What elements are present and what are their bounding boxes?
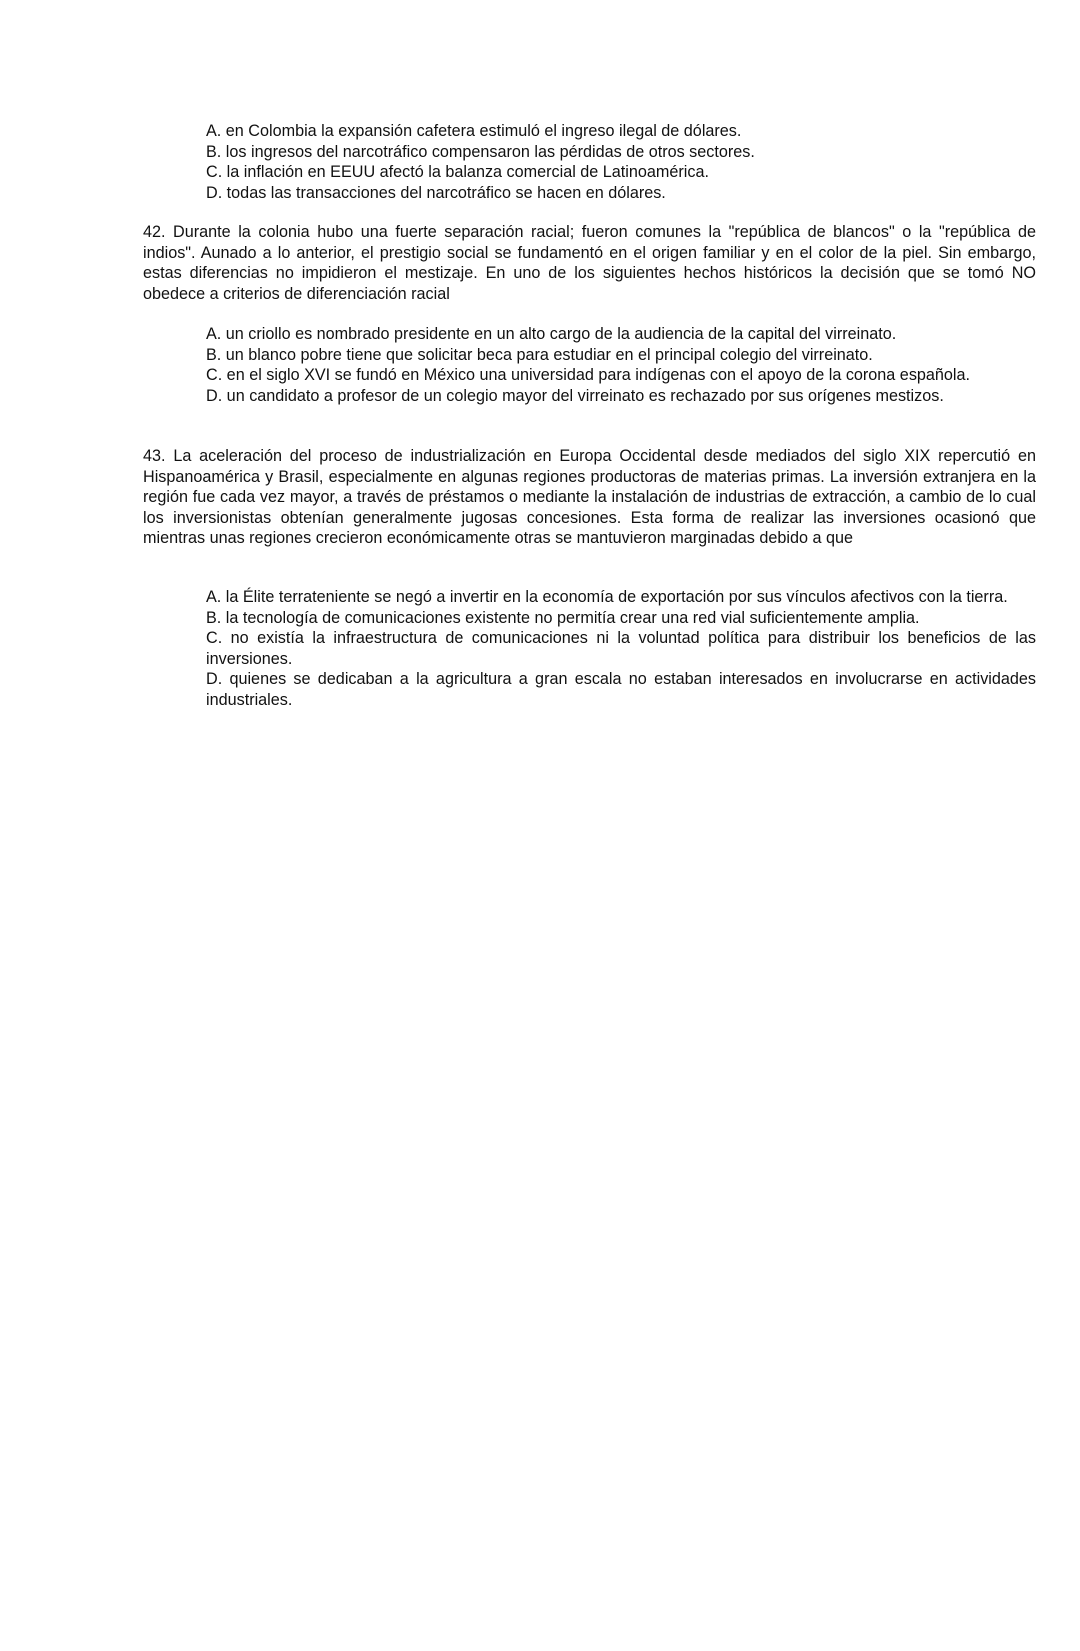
q41-option-a: A. en Colombia la expansión cafetera estimuló el ingreso ilegal de dólares.	[206, 122, 742, 140]
q41-options	[206, 121, 1036, 203]
q43-options	[206, 587, 1036, 711]
q42-options	[206, 324, 1036, 406]
q42-option-d: D. un candidato a profesor de un colegio mayor del virreinato es rechazado por sus orígenes mestizos.	[206, 386, 944, 405]
q42-option-c: C. en el siglo XVI se fundó en México una universidad para indígenas con el apoyo de la corona española.	[206, 366, 971, 385]
q42-option-b: B. un blanco pobre tiene que solicitar beca para estudiar en el principal colegio del virreinato.	[206, 345, 873, 364]
q43-option-c: C. no existía la infraestructura de comunicaciones ni la voluntad política para distribuir los beneficios de las inversiones.	[206, 629, 1036, 668]
q42-stem-text: 42. Durante la colonia hubo una fuerte separación racial; fueron comunes la "república de blancos" o la "república de indios". Aunado a lo anterior, el prestigio social se fundamentó en el origen familiar y en el color de la piel. Sin embargo, estas diferencias no impidieron el mestizaje. En uno de los siguientes hechos históricos la decisión que se tomó NO obedece a criterios de diferenciación racial	[143, 223, 1036, 303]
q41-option-b: B. los ingresos del narcotráfico compensaron las pérdidas de otros sectores.	[206, 142, 755, 161]
q43-option-b: B. la tecnología de comunicaciones existente no permitía crear una red vial suficientemente amplia.	[206, 608, 920, 627]
q43-stem	[143, 446, 1036, 549]
q42-stem	[143, 222, 1036, 304]
q43-stem-text: 43. La aceleración del proceso de industrialización en Europa Occidental desde mediados del siglo XIX repercutió en Hispanoamérica y Brasil, especialmente en algunas regiones productoras de materias primas. La inversión extranjera en la región fue cada vez mayor, a través de préstamos o mediante la instalación de industrias de extracción, a cambio de lo cual los inversionistas obtenían generalmente jugosas concesiones. Esta forma de realizar las inversiones ocasionó que mientras unas regiones crecieron económicamente otras se mantuvieron marginadas debido a que	[143, 447, 1036, 548]
q43-option-d: D. quienes se dedicaban a la agricultura a gran escala no estaban interesados en involucrarse en actividades industriales.	[206, 670, 1036, 709]
q41-option-d: D. todas las transacciones del narcotráfico se hacen en dólares.	[206, 183, 666, 202]
q41-option-c: C. la inflación en EEUU afectó la balanza comercial de Latinoamérica.	[206, 163, 709, 182]
q42-option-a: A. un criollo es nombrado presidente en un alto cargo de la audiencia de la capital del virreinato.	[206, 325, 897, 343]
q43-option-a: A. la Élite terrateniente se negó a invertir en la economía de exportación por sus vínculos afectivos con la tierra.	[206, 588, 1008, 606]
